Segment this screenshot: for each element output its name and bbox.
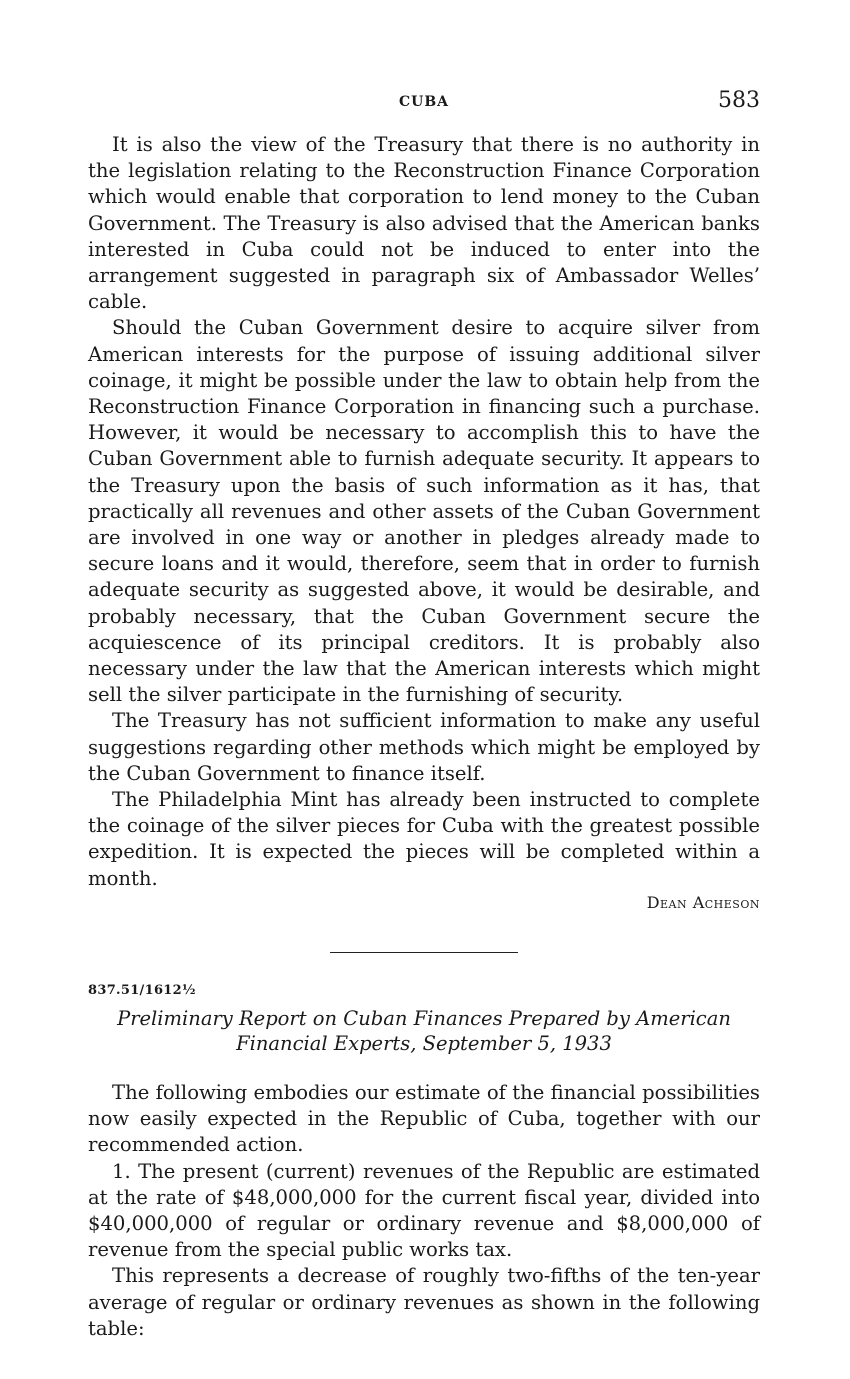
letter-paragraph: The Philadelphia Mint has already been instructed to complete the coinage of the silver pieces for Cuba with the greatest possible expedition. It is expected the pieces will be completed within a month. [88, 788, 760, 890]
report-paragraph: This represents a decrease of roughly two-fifths of the ten-year average of regular or ordinary revenues as shown in the following table: [88, 1264, 760, 1340]
page-number: 583 [718, 88, 760, 113]
document-title: Preliminary Report on Cuban Finances Prepared by American Financial Experts, September 5, 1933 [117, 1006, 731, 1055]
letter-paragraph: The Treasury has not sufficient information to make any useful suggestions regarding other methods which might be employed by the Cuban Government to finance itself. [88, 709, 760, 785]
page-header [88, 88, 760, 122]
report-body [88, 1080, 760, 1342]
file-number: 837.51/1612½ [88, 982, 196, 998]
report-paragraph: 1. The present (current) revenues of the Republic are estimated at the rate of $48,000,000 for the current fiscal year, divided into $40,000,000 of regular or ordinary revenue and $8,000,000 of revenue from the special public works tax. [88, 1159, 760, 1262]
document-page [88, 88, 760, 1342]
letter-paragraph: Should the Cuban Government desire to acquire silver from American interests for the purpose of issuing additional silver coinage, it might be possible under the law to obtain help from the Reconstruction Finance Corporation in financing such a purchase. However, it would be necessary to accomplish this to have the Cuban Government able to furnish adequate security. It appears to the Treasury upon the basis of such information as it has, that practically all revenues and other assets of the Cuban Government are involved in one way or another in pledges already made to secure loans and it would, therefore, seem that in order to furnish adequate security as suggested above, it would be desirable, and probably necessary, that the Cuban Government secure the acquiescence of its principal creditors. It is probably also necessary under the law that the American interests which might sell the silver participate in the furnishing of security. [88, 316, 760, 707]
section-divider [330, 952, 518, 953]
running-head: CUBA [398, 94, 450, 110]
report-paragraph: The following embodies our estimate of the financial possibilities now easily expected in the Republic of Cuba, together with our recommended action. [88, 1080, 760, 1157]
letter-paragraph: It is also the view of the Treasury that there is no authority in the legislation relating to the Reconstruction Finance Corporation which would enable that corporation to lend money to the Cuban Government. The Treasury is also advised that the American banks interested in Cuba could not be induced to enter into the arrangement suggested in paragraph six of Ambassador Welles’ cable. [88, 133, 760, 314]
signature: Dean Acheson [646, 892, 760, 912]
letter-body [88, 132, 760, 892]
